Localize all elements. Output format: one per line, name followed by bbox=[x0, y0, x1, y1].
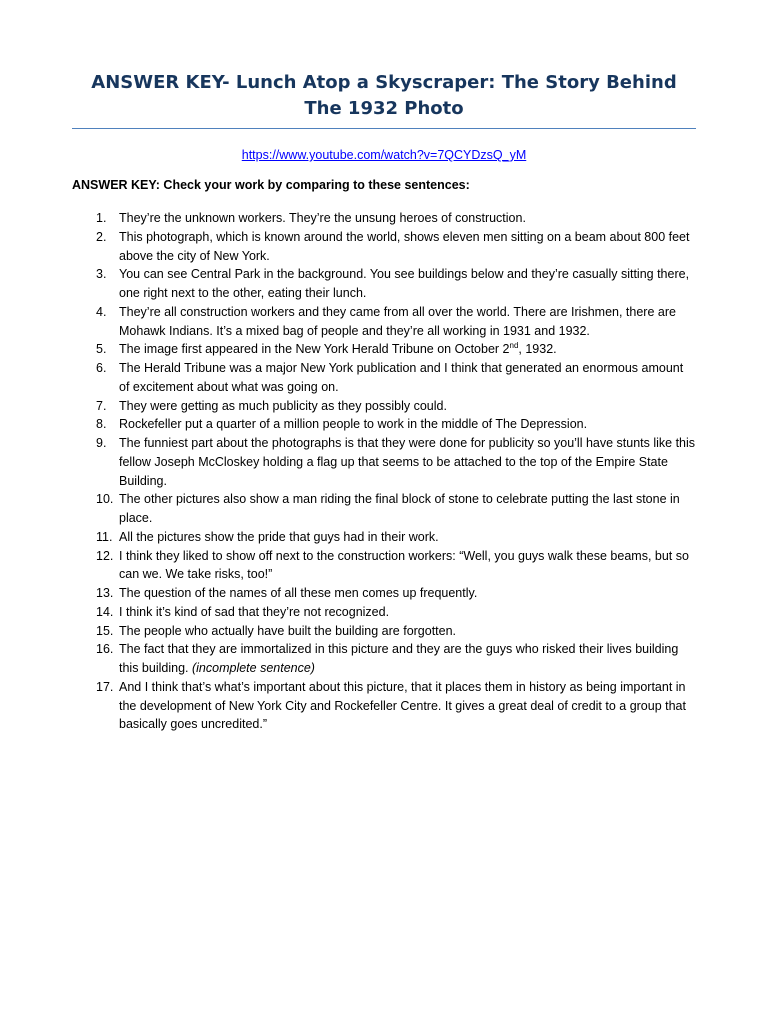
answer-number: 3. bbox=[96, 267, 107, 282]
answer-item bbox=[72, 434, 696, 490]
answer-text: They were getting as much publicity as they possibly could. bbox=[119, 398, 447, 413]
page-title: ANSWER KEY- Lunch Atop a Skyscraper: The Story Behind The 1932 Photo bbox=[91, 72, 677, 119]
answer-item bbox=[72, 209, 696, 228]
answer-text: The other pictures also show a man riding the final block of stone to celebrate putting the last stone in place. bbox=[119, 492, 680, 525]
answer-text: They’re the unknown workers. They’re the unsung heroes of construction. bbox=[119, 211, 526, 225]
answer-text-end: , 1932. bbox=[518, 342, 557, 357]
answer-text: The Herald Tribune was a major New York publication and I think that generated an enormous amount of excitement about what was going on. bbox=[119, 361, 684, 394]
answer-number: 6. bbox=[96, 361, 107, 375]
answer-text: You can see Central Park in the background. You see buildings below and they’re casually sitting there, one right next to the other, eating their lunch. bbox=[119, 267, 690, 300]
answer-number: 11. bbox=[96, 529, 113, 544]
answer-number: 10. bbox=[96, 492, 114, 507]
answer-list bbox=[72, 209, 696, 734]
answer-item bbox=[72, 228, 696, 266]
answer-text: The question of the names of all these men comes up frequently. bbox=[119, 586, 478, 600]
answer-item bbox=[72, 265, 696, 303]
answer-number: 7. bbox=[96, 398, 107, 413]
answer-item bbox=[72, 359, 696, 397]
answer-number: 17. bbox=[96, 679, 114, 694]
answer-number: 4. bbox=[96, 304, 107, 319]
answer-number: 16. bbox=[96, 642, 114, 657]
answer-text: I think they liked to show off next to the construction workers: “Well, you guys walk these beams, but so can we. We take risks, too!” bbox=[119, 548, 689, 582]
answer-item bbox=[72, 603, 696, 622]
answer-number: 14. bbox=[96, 604, 114, 619]
answer-text: They’re all construction workers and they came from all over the world. There are Irishmen, there are Mohawk Indians. It’s a mixed bag of people and they’re all working in 1931 and 1932. bbox=[119, 304, 676, 338]
answer-text: I think it’s kind of sad that they’re not recognized. bbox=[119, 604, 390, 619]
answer-text: The people who actually have built the building are forgotten. bbox=[119, 623, 457, 638]
answer-item bbox=[72, 415, 696, 434]
video-link-line bbox=[72, 147, 696, 163]
youtube-video-link[interactable]: https://www.youtube.com/watch?v=7QCYDzsQ_yM bbox=[241, 148, 527, 162]
answer-item bbox=[72, 547, 696, 585]
answer-text: The image first appeared in the New York Herald Tribune on October 2 bbox=[119, 342, 510, 357]
answer-text: This photograph, which is known around the world, shows eleven men sitting on a beam about 800 feet above the city of New York. bbox=[119, 229, 690, 263]
answer-number: 9. bbox=[96, 436, 107, 450]
answer-number: 15. bbox=[96, 623, 114, 638]
answer-item bbox=[72, 678, 696, 734]
answer-text: All the pictures show the pride that guys had in their work. bbox=[119, 529, 439, 544]
answer-item bbox=[72, 340, 696, 359]
answer-number: 1. bbox=[96, 211, 107, 225]
answer-number: 2. bbox=[96, 229, 107, 244]
answer-number: 8. bbox=[96, 417, 107, 432]
answer-item bbox=[72, 622, 696, 641]
answer-item bbox=[72, 303, 696, 341]
answer-item bbox=[72, 397, 696, 416]
incomplete-sentence-note: (incomplete sentence) bbox=[191, 661, 315, 675]
title-divider bbox=[72, 128, 696, 129]
answer-text: The fact that they are immortalized in this picture and they are the guys who risked their lives building this building. bbox=[119, 642, 679, 675]
ordinal-suffix: nd bbox=[509, 341, 519, 351]
answer-text: Rockefeller put a quarter of a million people to work in the middle of The Depression. bbox=[119, 417, 588, 432]
answer-item bbox=[72, 528, 696, 547]
answer-text: And I think that’s what’s important about this picture, that it places them in history as being important in the development of New York City and Rockefeller Centre. It gives a great deal of credit to a group that basically goes uncredited.” bbox=[119, 679, 686, 732]
answer-item bbox=[72, 584, 696, 603]
answer-number: 5. bbox=[96, 342, 107, 357]
answer-key-intro: ANSWER KEY: Check your work by comparing to these sentences: bbox=[72, 178, 470, 192]
answer-number: 12. bbox=[96, 548, 114, 563]
answer-item bbox=[72, 490, 696, 528]
answer-item bbox=[72, 640, 696, 678]
answer-text: The funniest part about the photographs is that they were done for publicity so you’ll have stunts like this fellow Joseph McCloskey holding a flag up that seems to be attached to the top of the Empire State Building. bbox=[119, 436, 696, 488]
answer-number: 13. bbox=[96, 586, 114, 600]
